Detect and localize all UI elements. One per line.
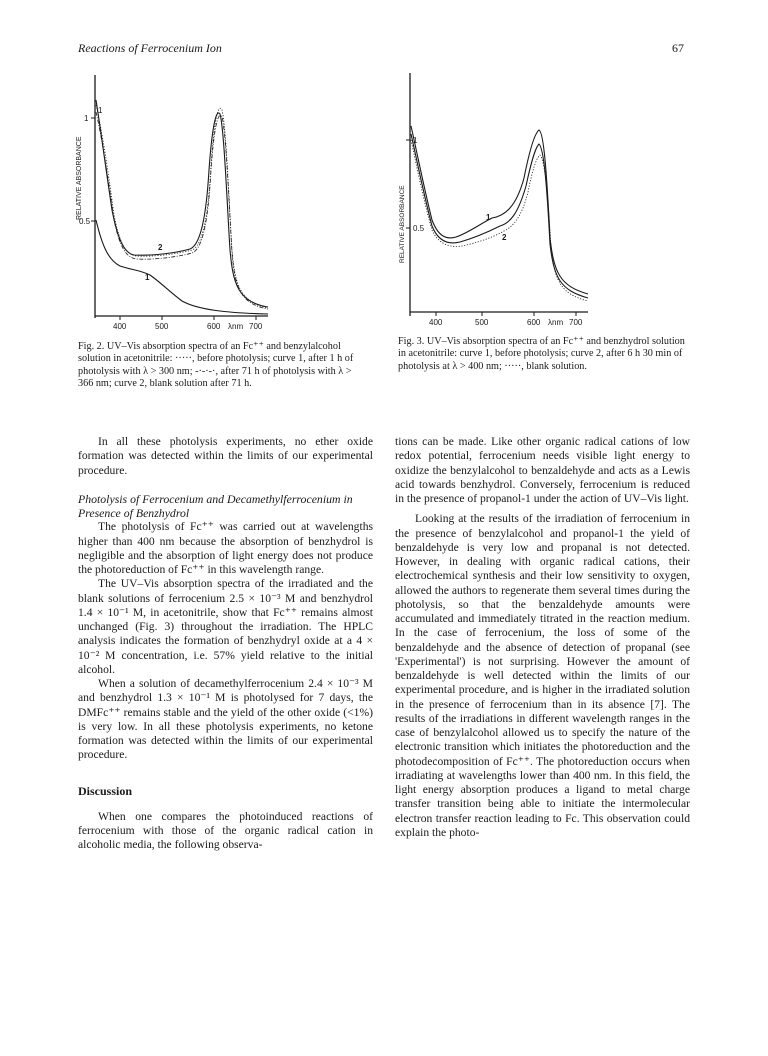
running-head: Reactions of Ferrocenium Ion [78, 41, 222, 55]
left-paragraph-1: In all these photolysis experiments, no ether oxide formation was detected within the limits of our experimental procedure. [78, 435, 373, 477]
figure-2-x-unit-label: λnm [228, 322, 244, 331]
figure-3 [398, 68, 598, 334]
figure-2-x-tick-label-700: 700 [249, 322, 263, 331]
figure-3-curve-blank [411, 140, 588, 301]
figure-2-curve-label-2: 2 [158, 243, 163, 252]
left-paragraph-4: When a solution of decamethylferrocenium 2.4 × 10⁻³ M and benzhydrol 1.3 × 10⁻¹ M is photolysed for 7 days, the DMFc⁺⁺ remains stable and the yield of the other oxide (<1%) is very low. In all these photolysis experiments, no ketone formation was detected within the limits of our experimental procedure. [78, 677, 373, 762]
figure-3-curve-1 [411, 126, 588, 294]
left-paragraph-5: When one compares the photoinduced reactions of ferrocenium with those of the organic radical cation in alcoholic media, the following observa- [78, 809, 373, 852]
figure-3-curve-label-1: 1 [486, 213, 491, 222]
figure-3-y-tick-label-05: 0.5 [413, 224, 425, 233]
figure-2-x-tick-label-600: 600 [207, 322, 221, 331]
figure-3-x-tick-label-700: 700 [569, 318, 583, 327]
figure-2 [78, 70, 278, 336]
figure-2-caption: Fig. 2. UV–Vis absorption spectra of an Fc⁺⁺ and benzylalcohol solution in acetonitrile: ·····, before photolysis; curve 1, after 1 h of photolysis with λ > 300 nm; -·-·-·, after 71 h of photolysis with λ > 366 nm; curve 2, blank solution after 71 h. [78, 341, 354, 390]
section-heading-photolysis-benzhydrol: Photolysis of Ferrocenium and Decamethylferrocenium in Presence of Benzhydrol [78, 491, 353, 520]
figure-3-x-unit-label: λnm [548, 318, 564, 327]
figure-2-curve-2 [96, 220, 268, 314]
figure-2-curve-label-1-top: 1 [98, 106, 103, 115]
section-heading-discussion: Discussion [78, 783, 133, 798]
figure-3-x-tick-label-500: 500 [475, 318, 489, 327]
figure-2-y-tick-label-1: 1 [84, 114, 89, 123]
right-paragraph-1: tions can be made. Like other organic radical cations of low redox potential, ferrocenium needs visible light energy to oxidize the benzylalcohol to benzaldehyde and acts as a Lewis acid towards benzhydrol. Conversely, ferrocenium is reduced in the presence of propanol-1 under the action of UV–Vis light. [395, 435, 690, 505]
figure-2-x-tick-label-500: 500 [155, 322, 169, 331]
figure-2-y-axis-label: RELATIVE ABSORBANCE [76, 136, 83, 220]
left-paragraph-2: The photolysis of Fc⁺⁺ was carried out at wavelengths higher than 400 nm because the absorption of benzhydrol is negligible and the absorption of light energy does not produce the photoreduction of Fc⁺⁺ in this wavelength range. [78, 520, 373, 576]
right-paragraph-2: Looking at the results of the irradiation of ferrocenium in the presence of benzylalcohol and propanol-1 the yield of benzaldehyde is very low and propanal is not detected. However, in dealing with organic radical cations, their electrochemical synthesis and their low sensitivity to oxygen, allowed the authors to regenerate them several times during the photolysis, so that the benzaldehyde amounts were accumulated and immediately titrated in the reaction medium. In the case of ferrocenium, the loss of some of the benzaldehyde and the absence of detection of propanal (see 'Experimental') is not surprising. However the amount of benzaldehyde is well detected within the limits of our experimental procedure, and is higher in the irradiated solution in the presence of ferrocenium than in its absence [7]. The results of the irradiations in different wavelength ranges in the case of benzylalcohol allowed us to specify the nature of the electronic transition which initiates the photoreduction and the photodecomposition of Fc⁺⁺. The photoreduction occurs when irradiating at wavelengths lower than 400 nm. In this field, the light energy absorption produces a ligand to metal charge transfer transition being able to initiate the intermolecular electron transfer reaction leading to Fc. This observation could explain the photo- [395, 512, 690, 839]
figure-3-x-tick-label-600: 600 [527, 318, 541, 327]
figure-3-caption: Fig. 3. UV–Vis absorption spectra of an Fc⁺⁺ and benzhydrol solution in acetonitrile: curve 1, before photolysis; curve 2, after 6 h 30 min of photolysis at λ > 400 nm; ·····, blank solution. [398, 336, 685, 372]
figure-3-spectrum-plot [398, 68, 598, 334]
figure-2-x-tick-label-400: 400 [113, 322, 127, 331]
figure-2-curve-before-photolysis [96, 105, 268, 308]
left-paragraph-3: The UV–Vis absorption spectra of the irradiated and the blank solutions of ferrocenium 2.5 × 10⁻³ M and benzhydrol 1.4 × 10⁻¹ M, in acetonitrile, show that Fc⁺⁺ remains almost unchanged (Fig. 3) throughout the irradiation. The HPLC analysis indicates the formation of benzhydryl oxide at a 4 × 10⁻² M concentration, i.e. 57% yield relative to the initial alcohol. [78, 577, 373, 676]
figure-2-y-tick-label-05: 0.5 [79, 217, 91, 226]
figure-3-curve-label-2: 2 [502, 233, 507, 242]
figure-2-curve-1 [96, 100, 268, 307]
figure-3-y-tick-label-1: 1 [413, 136, 418, 145]
figure-3-x-tick-label-400: 400 [429, 318, 443, 327]
figure-2-curve-label-1-bottom: 1 [145, 273, 150, 282]
figure-2-curve-after-71h [96, 112, 268, 309]
figure-3-y-axis-label: RELATIVE ABSORBANCE [399, 185, 406, 263]
left-text-column [78, 435, 373, 853]
page-number: 67 [672, 41, 684, 55]
figure-2-spectrum-plot [78, 70, 278, 336]
right-text-column [395, 435, 690, 840]
